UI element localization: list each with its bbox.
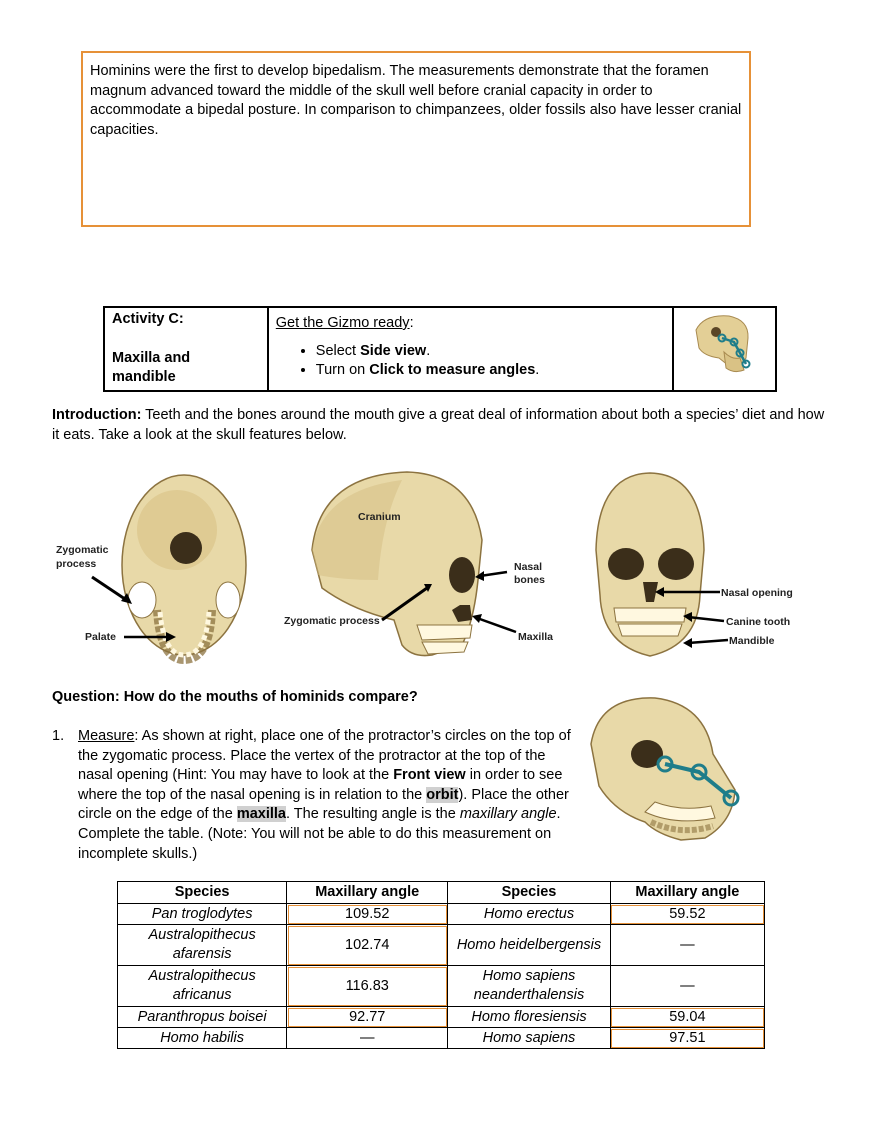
maxillary-angle-term: maxillary angle [459,806,557,823]
activity-header-table [103,306,777,392]
instruction-text: . Complete the table. (Note: You will not be able to do this measurement on incomplete skulls.) [78,806,561,862]
introduction-text: Teeth and the bones around the mouth give a great deal of information about both a species’ diet and how it eats. Take a look at the skull features below. [52,407,825,443]
side-view-label: Side view [360,342,427,359]
label-nasal-bones-line2: bones [514,574,545,586]
step-text: Select [315,342,361,359]
label-canine-tooth: Canine tooth [726,616,791,628]
measure-label: Measure [78,728,135,744]
step-number: 1. [52,728,65,744]
maxillary-angle-input[interactable]: 92.77 [287,1007,448,1028]
gizmo-thumbnail-cell [673,307,776,391]
orbit-term: orbit [426,786,459,803]
species-cell: Homo floresiensis [448,1007,611,1028]
header-maxillary-angle-1: Maxillary angle [287,882,448,904]
label-maxilla: Maxilla [518,631,554,643]
maxillary-angle-input[interactable]: 102.74 [287,925,448,966]
gizmo-step-side-view [316,342,665,362]
front-view-label: Front view [393,767,466,784]
introduction-label: Introduction: [52,407,142,423]
label-zygomatic-process-line1: Zygomatic [56,544,109,556]
label-nasal-bones-line1: Nasal [514,561,543,573]
question-heading: Question: How do the mouths of hominids compare? [52,689,418,705]
species-cell: Pan troglodytes [118,904,287,925]
label-mandible: Mandible [729,635,775,647]
measure-angles-label: Click to measure angles [369,362,536,378]
maxillary-angle-input[interactable]: 59.04 [610,1007,764,1028]
step-text: . [535,362,540,378]
instruction-text: in order to see where the top of the nasal opening is in relation to the [78,767,563,803]
label-nasal-opening: Nasal opening [721,587,793,599]
maxillary-angle-cell: — [287,1028,448,1049]
introduction-paragraph [52,405,832,445]
activity-title: Activity C: [112,311,184,327]
maxillary-angle-input[interactable]: 59.52 [610,904,764,925]
skull-front-view-illustration [588,470,838,665]
maxillary-angle-input[interactable]: 109.52 [287,904,448,925]
species-cell: Australopithecus afarensis [118,925,287,966]
species-cell: Paranthropus boisei [118,1007,287,1028]
skull-bottom-view-figure [52,470,252,665]
activity-subtitle-line2: mandible [112,369,176,385]
maxillary-angle-table [117,881,765,1049]
activity-subtitle-line1: Maxilla and [112,349,191,366]
species-cell: Homo habilis [118,1028,287,1049]
answer-text: Hominins were the first to develop bipedalism. The measurements demonstrate that the foramen magnum advanced toward the middle of the skull well before cranial capacity in order to accommodate a bipedal posture. In comparison to chimpanzees, older fossils also have lesser cranial capacities. [90,63,742,138]
table-row [118,1028,765,1049]
maxillary-angle-cell: — [610,966,764,1007]
table-row [118,925,765,966]
skull-front-view-figure [588,470,838,665]
step-text: . [426,342,431,359]
maxillary-angle-input[interactable]: 116.83 [287,966,448,1007]
species-cell: Homo sapiens [448,1028,611,1049]
maxillary-angle-cell: — [610,925,764,966]
species-cell: Australopithecus africanus [118,966,287,1007]
species-cell: Homo heidelbergensis [448,925,611,966]
header-species-1: Species [118,882,287,904]
measure-instruction-body [78,727,582,864]
gizmo-ready-cell [268,307,673,391]
skull-side-view-figure [282,470,572,665]
maxillary-angle-input[interactable]: 97.51 [610,1028,764,1049]
measure-instruction [52,727,582,864]
table-header-row [118,882,765,904]
activity-title-cell [104,307,268,391]
gizmo-step-measure-angles [316,361,665,381]
table-row [118,966,765,1007]
instruction-text: . The resulting angle is the [285,806,460,823]
table-row [118,904,765,925]
instruction-text: : As shown at right, place one of the protractor’s circles on the top of the zygomatic process. Place the vertex of the protractor at the top of the nasal opening (Hint: You may have to look at the [78,728,571,784]
header-maxillary-angle-2: Maxillary angle [610,882,764,904]
table-row [118,1007,765,1028]
maxillary-angle-illustration [585,694,745,849]
gizmo-ready-list [276,342,665,381]
label-cranium: Cranium [358,511,401,523]
gizmo-ready-colon: : [409,315,414,331]
label-zygomatic-process-line2: process [56,558,97,570]
species-cell: Homo sapiens neanderthalensis [448,966,611,1007]
skull-protractor-illustration [585,694,745,849]
label-palate: Palate [85,631,116,643]
skull-protractor-thumbnail [674,308,775,383]
step-text: Turn on [315,362,370,378]
label-zygomatic-process-side: Zygomatic process [284,615,380,627]
gizmo-ready-label: Get the Gizmo ready [275,315,410,331]
instruction-text: ). Place the other circle on the edge of the [78,786,569,823]
answer-text-box[interactable] [81,51,751,227]
header-species-2: Species [448,882,611,904]
maxilla-term: maxilla [236,806,286,823]
species-cell: Homo erectus [448,904,611,925]
